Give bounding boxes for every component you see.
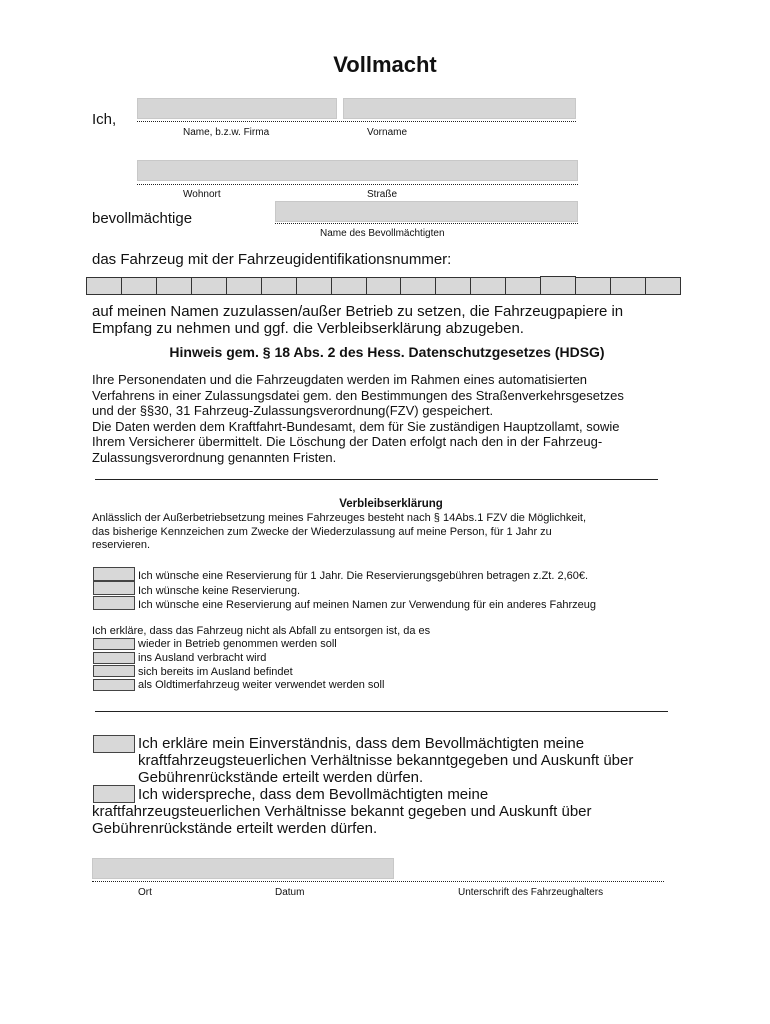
vin-char-box[interactable] bbox=[505, 277, 541, 295]
text-line: Gebührenrückstände erteilt werden dürfen. bbox=[138, 769, 424, 786]
text-line: Empfang zu nehmen und ggf. die Verbleibserklärung abzugeben. bbox=[92, 320, 524, 337]
wohnort-dotted-line bbox=[137, 184, 578, 185]
vin-char-box[interactable] bbox=[435, 277, 471, 295]
text-line: Ihrem Versicherer übermittelt. Die Löschung der Daten erfolgt nach den in der Fahrzeug- bbox=[92, 434, 603, 450]
keine-reservierung-checkbox[interactable] bbox=[93, 581, 135, 595]
vorname-caption: Vorname bbox=[367, 127, 408, 138]
separator-line bbox=[95, 711, 668, 712]
strasse-caption: Straße bbox=[367, 189, 398, 200]
widerspruch-line-1: Ich widerspreche, dass dem Bevollmächtigten meine bbox=[138, 786, 489, 803]
text-line: Gebührenrückstände erteilt werden dürfen. bbox=[92, 820, 378, 837]
reservierung-anderes-fahrzeug-checkbox[interactable] bbox=[93, 596, 135, 610]
vin-char-box[interactable] bbox=[191, 277, 227, 295]
einverstaendnis-checkbox[interactable] bbox=[93, 735, 135, 753]
text-line: Ihre Personendaten und die Fahrzeugdaten werden im Rahmen eines automatisierten bbox=[92, 372, 588, 387]
einverstaendnis-paragraph bbox=[138, 735, 698, 786]
verbleib-heading: Verbleibserklärung bbox=[339, 498, 443, 510]
name-dotted-line bbox=[137, 121, 576, 122]
wieder-in-betrieb-checkbox[interactable] bbox=[93, 638, 135, 650]
text-line: Verfahrens in einer Zulassungsdatei gem. den Bestimmungen des Straßenverkehrsgesetzes bbox=[92, 387, 624, 403]
verbleib-paragraph bbox=[92, 512, 692, 553]
widerspruch-checkbox[interactable] bbox=[93, 785, 135, 803]
text-line: kraftfahrzeugsteuerlichen Verhältnisse bekannt gegeben und Auskunft über bbox=[92, 803, 592, 820]
abfall-options bbox=[138, 638, 698, 693]
hinweis-heading: Hinweis gem. § 18 Abs. 2 des Hess. Datenschutzgesetzes (HDSG) bbox=[169, 344, 605, 360]
option-label: als Oldtimerfahrzeug weiter verwendet werden soll bbox=[138, 679, 385, 692]
vin-char-box[interactable] bbox=[226, 277, 262, 295]
text-line: und der §§30, 31 Fahrzeug-Zulassungsverordnung(FZV) gespeichert. bbox=[92, 403, 494, 419]
text-line: Die Daten werden dem Kraftfahrt-Bundesamt, dem für Sie zuständigen Hauptzollamt, sowie bbox=[92, 418, 620, 434]
ort-datum-field[interactable] bbox=[92, 858, 394, 879]
hinweis-paragraph bbox=[92, 372, 692, 466]
text-line: Anlässlich der Außerbetriebsetzung meines Fahrzeuges besteht nach § 14Abs.1 FZV die Möglichkeit, bbox=[92, 512, 587, 524]
text-line: auf meinen Namen zuzulassen/außer Betrieb zu setzen, die Fahrzeugpapiere in bbox=[92, 303, 624, 320]
option-label: Ich wünsche eine Reservierung für 1 Jahr. Die Reservierungsgebühren betragen z.Zt. 2,60€. bbox=[138, 570, 589, 582]
abfall-intro: Ich erkläre, dass das Fahrzeug nicht als Abfall zu entsorgen ist, da es bbox=[92, 625, 431, 637]
option-label: sich bereits im Ausland befindet bbox=[138, 665, 293, 678]
vin-char-box[interactable] bbox=[366, 277, 402, 295]
option-label: Ich wünsche keine Reservierung. bbox=[138, 584, 301, 597]
bevollmaechtigter-field[interactable] bbox=[275, 201, 578, 222]
wohnort-caption: Wohnort bbox=[183, 189, 221, 200]
vin-char-box[interactable] bbox=[156, 277, 192, 295]
vin-char-box[interactable] bbox=[400, 277, 436, 295]
option-label: Ich wünsche eine Reservierung auf meinen Namen zur Verwendung für ein anderes Fahrzeug bbox=[138, 599, 596, 611]
ich-label: Ich, bbox=[92, 111, 117, 128]
widerspruch-paragraph bbox=[92, 803, 692, 837]
ort-caption: Ort bbox=[138, 887, 152, 898]
wohnort-strasse-field[interactable] bbox=[137, 160, 578, 181]
text-line: das bisherige Kennzeichen zum Zwecke der Wiederzulassung auf meine Person, für 1 Jahr zu bbox=[92, 525, 552, 538]
reservierung-1-jahr-checkbox[interactable] bbox=[93, 567, 135, 581]
fahrzeug-label: das Fahrzeug mit der Fahrzeugidentifikationsnummer: bbox=[92, 251, 452, 268]
bevollmaechtige-label: bevollmächtige bbox=[92, 210, 193, 227]
vin-char-box[interactable] bbox=[540, 276, 576, 295]
option-label: ins Ausland verbracht wird bbox=[138, 651, 267, 664]
vin-char-box[interactable] bbox=[86, 277, 122, 295]
unterschrift-caption: Unterschrift des Fahrzeughalters bbox=[458, 887, 604, 898]
option-label: wieder in Betrieb genommen werden soll bbox=[138, 638, 337, 650]
bereits-im-ausland-checkbox[interactable] bbox=[93, 665, 135, 677]
name-caption: Name, b.z.w. Firma bbox=[183, 127, 270, 138]
bevollmaechtigter-dotted-line bbox=[275, 223, 578, 224]
page-title: Vollmacht bbox=[333, 52, 437, 77]
separator-line bbox=[95, 479, 658, 480]
vin-char-box[interactable] bbox=[610, 277, 646, 295]
name-field[interactable] bbox=[137, 98, 337, 119]
text-line: reservieren. bbox=[92, 539, 151, 551]
reservierung-options bbox=[138, 569, 698, 613]
vorname-field[interactable] bbox=[343, 98, 576, 119]
zulassen-paragraph bbox=[92, 303, 692, 337]
bevollmaechtigter-caption: Name des Bevollmächtigten bbox=[320, 228, 445, 239]
datum-caption: Datum bbox=[275, 887, 305, 898]
vin-char-box[interactable] bbox=[261, 277, 297, 295]
vin-char-box[interactable] bbox=[121, 277, 157, 295]
signature-dotted-line bbox=[92, 881, 664, 882]
vin-char-box[interactable] bbox=[645, 277, 681, 295]
text-line: Zulassungsverordnung genannten Fristen. bbox=[92, 449, 337, 465]
ausland-verbracht-checkbox[interactable] bbox=[93, 652, 135, 664]
vin-char-box[interactable] bbox=[575, 277, 611, 295]
vin-char-box[interactable] bbox=[331, 277, 367, 295]
vin-char-box[interactable] bbox=[296, 277, 332, 295]
oldtimer-checkbox[interactable] bbox=[93, 679, 135, 691]
text-line: Ich erkläre mein Einverständnis, dass dem Bevollmächtigten meine bbox=[138, 735, 585, 752]
text-line: kraftfahrzeugsteuerlichen Verhältnisse bekanntgegeben und Auskunft über bbox=[138, 752, 634, 769]
vin-char-box[interactable] bbox=[470, 277, 506, 295]
